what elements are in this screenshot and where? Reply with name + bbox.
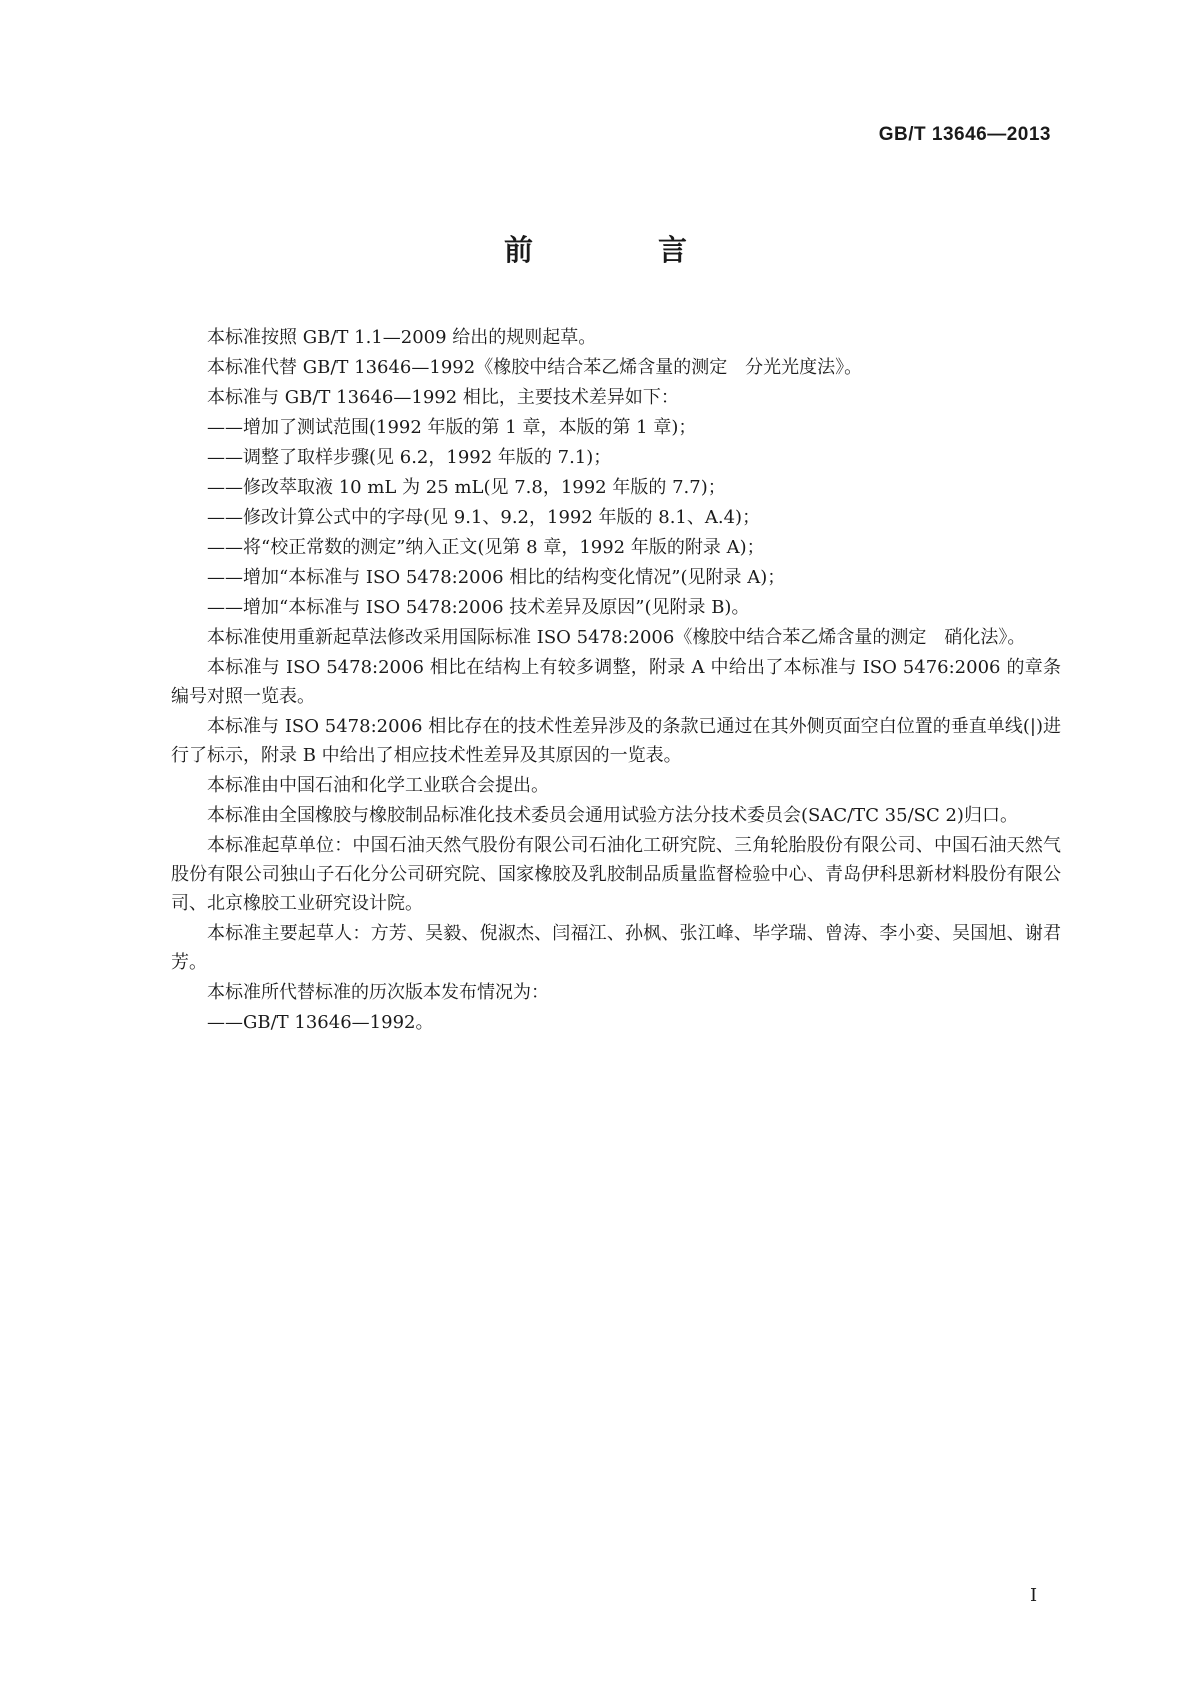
page-title: 前 言 (503, 233, 735, 267)
list-item: ——增加了测试范围(1992 年版的第 1 章，本版的第 1 章)； (207, 417, 697, 438)
paragraph: 本标准起草单位：中国石油天然气股份有限公司石油化工研究院、三角轮胎股份有限公司、中国石油天然气股份有限公司独山子石化分公司研究院、国家橡胶及乳胶制品质量监督检验中心、青岛伊科思新材料股份有限公司、北京橡胶工业研究设计院。 (171, 835, 1061, 914)
page-number: I (1030, 1585, 1038, 1606)
paragraph: 本标准代替 GB/T 13646—1992《橡胶中结合苯乙烯含量的测定 分光光度法》。 (207, 357, 863, 378)
paragraph: 本标准与 ISO 5478:2006 相比存在的技术性差异涉及的条款已通过在其外侧页面空白位置的垂直单线(|)进行了标示，附录 B 中给出了相应技术性差异及其原因的一览表。 (171, 716, 1061, 766)
document-code: GB/T 13646—2013 (878, 124, 1051, 145)
paragraph: 本标准与 GB/T 13646—1992 相比，主要技术差异如下： (207, 387, 679, 408)
paragraph: 本标准使用重新起草法修改采用国际标准 ISO 5478:2006《橡胶中结合苯乙烯含量的测定 硝化法》。 (207, 627, 1026, 648)
list-item: ——GB/T 13646—1992。 (207, 1012, 434, 1033)
list-item: ——增加“本标准与 ISO 5478:2006 相比的结构变化情况”(见附录 A)； (207, 567, 786, 588)
paragraph: 本标准按照 GB/T 1.1—2009 给出的规则起草。 (207, 327, 597, 348)
paragraph: 本标准由全国橡胶与橡胶制品标准化技术委员会通用试验方法分技术委员会(SAC/TC 35/SC 2)归口。 (207, 805, 1018, 826)
foreword-body (171, 323, 1061, 1038)
list-item: ——调整了取样步骤(见 6.2，1992 年版的 7.1)； (207, 447, 612, 468)
paragraph: 本标准主要起草人：方芳、吴毅、倪淑杰、闫福江、孙枫、张江峰、毕学瑞、曾涛、李小娈、吴国旭、谢君芳。 (171, 923, 1061, 973)
list-item: ——将“校正常数的测定”纳入正文(见第 8 章，1992 年版的附录 A)； (207, 537, 765, 558)
list-item: ——修改计算公式中的字母(见 9.1、9.2，1992 年版的 8.1、A.4)； (207, 507, 761, 528)
paragraph: 本标准所代替标准的历次版本发布情况为： (207, 982, 549, 1003)
list-item: ——修改萃取液 10 mL 为 25 mL(见 7.8，1992 年版的 7.7)； (207, 477, 726, 498)
paragraph: 本标准与 ISO 5478:2006 相比在结构上有较多调整，附录 A 中给出了本标准与 ISO 5476:2006 的章条编号对照一览表。 (171, 657, 1061, 707)
list-item: ——增加“本标准与 ISO 5478:2006 技术差异及原因”(见附录 B)。 (207, 597, 750, 618)
paragraph: 本标准由中国石油和化学工业联合会提出。 (207, 775, 549, 796)
